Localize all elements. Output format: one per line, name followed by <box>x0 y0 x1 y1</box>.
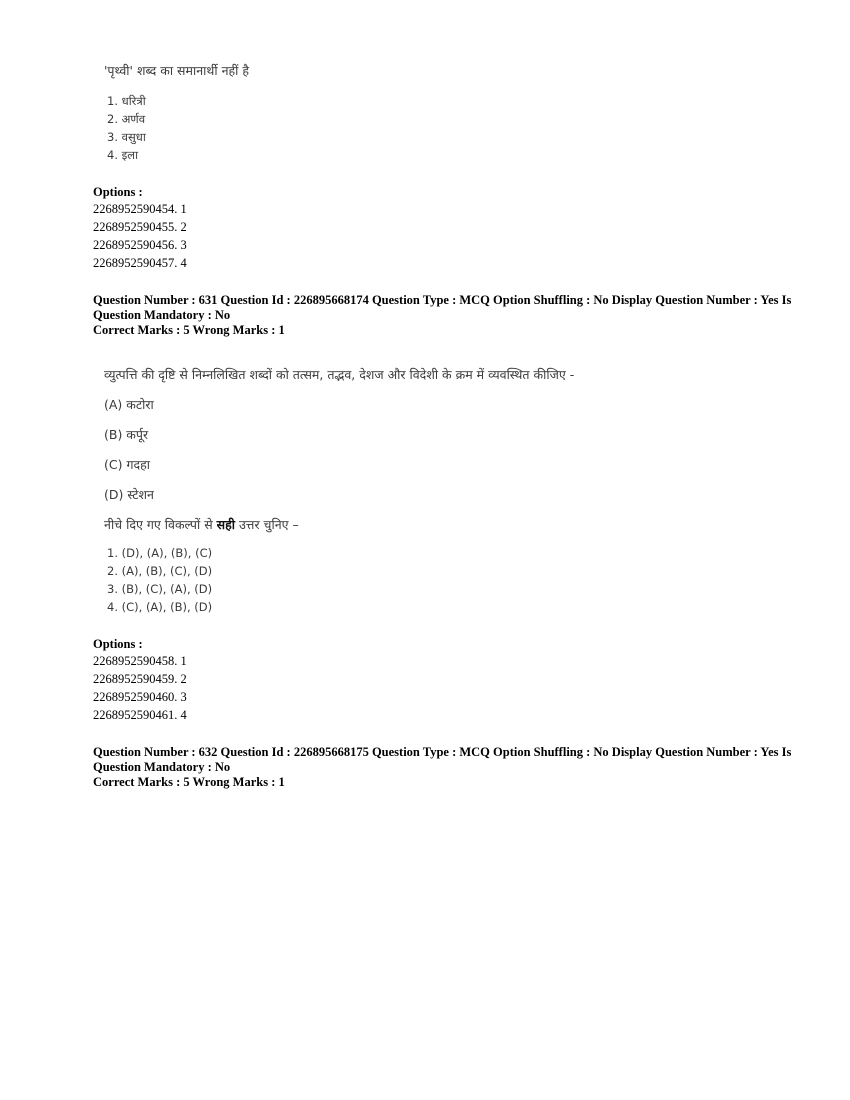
q630-options-label: Options : <box>93 185 143 199</box>
q631-choice-3: 3. (B), (C), (A), (D) <box>107 582 213 596</box>
q630-choices <box>107 92 146 164</box>
q631-options <box>93 652 187 724</box>
q631-options-label: Options : <box>93 637 143 651</box>
q630-option-3: 2268952590456. 3 <box>93 238 187 252</box>
q631-choice-1: 1. (D), (A), (B), (C) <box>107 546 213 560</box>
q630-option-4: 2268952590457. 4 <box>93 256 187 270</box>
q632-marks: Correct Marks : 5 Wrong Marks : 1 <box>93 775 285 789</box>
q630-stem: 'पृथ्वी' शब्द का समानार्थी नहीं है <box>104 63 250 78</box>
q630-choice-3: 3. वसुधा <box>107 130 146 144</box>
q631-stem: व्युत्पत्ति की दृष्टि से निम्नलिखित शब्दों को तत्सम, तद्भव, देशज और विदेशी के क्रम में व्यवस्थित कीजिए - <box>104 367 575 382</box>
q631-option-4: 2268952590461. 4 <box>93 708 187 722</box>
q631-choice-4: 4. (C), (A), (B), (D) <box>107 600 213 614</box>
q631-meta-line2: Question Mandatory : No <box>93 308 231 322</box>
q630-option-1: 2268952590454. 1 <box>93 202 187 216</box>
q631-option-1: 2268952590458. 1 <box>93 654 187 668</box>
q632-meta-line2: Question Mandatory : No <box>93 760 231 774</box>
q630-choice-1: 1. धरित्री <box>107 94 146 108</box>
q631-instruction <box>104 516 299 533</box>
q631-meta-line1: Question Number : 631 Question Id : 226895668174 Question Type : MCQ Option Shuffling : No Display Question Number : Yes Is <box>93 293 792 307</box>
q632-meta <box>93 745 792 790</box>
q631-instruction-pre: नीचे दिए गए विकल्पों से <box>104 517 217 532</box>
q632-meta-line1: Question Number : 632 Question Id : 226895668175 Question Type : MCQ Option Shuffling : No Display Question Number : Yes Is <box>93 745 792 759</box>
q630-option-2: 2268952590455. 2 <box>93 220 187 234</box>
q631-choice-2: 2. (A), (B), (C), (D) <box>107 564 213 578</box>
q631-word-d: (D) स्टेशन <box>104 487 154 502</box>
q630-choice-4: 4. इला <box>107 148 139 162</box>
q630-options <box>93 200 187 272</box>
q630-choice-2: 2. अर्णव <box>107 112 146 126</box>
q631-word-a: (A) कटोरा <box>104 397 154 412</box>
q631-word-b: (B) कर्पूर <box>104 427 149 442</box>
q631-word-c: (C) गदहा <box>104 457 151 472</box>
q631-option-2: 2268952590459. 2 <box>93 672 187 686</box>
q631-meta <box>93 293 792 338</box>
q631-instruction-bold: सही <box>216 517 235 532</box>
q631-option-3: 2268952590460. 3 <box>93 690 187 704</box>
q631-choices <box>107 544 212 616</box>
q631-instruction-post: उत्तर चुनिए – <box>234 517 299 532</box>
q631-marks: Correct Marks : 5 Wrong Marks : 1 <box>93 323 285 337</box>
